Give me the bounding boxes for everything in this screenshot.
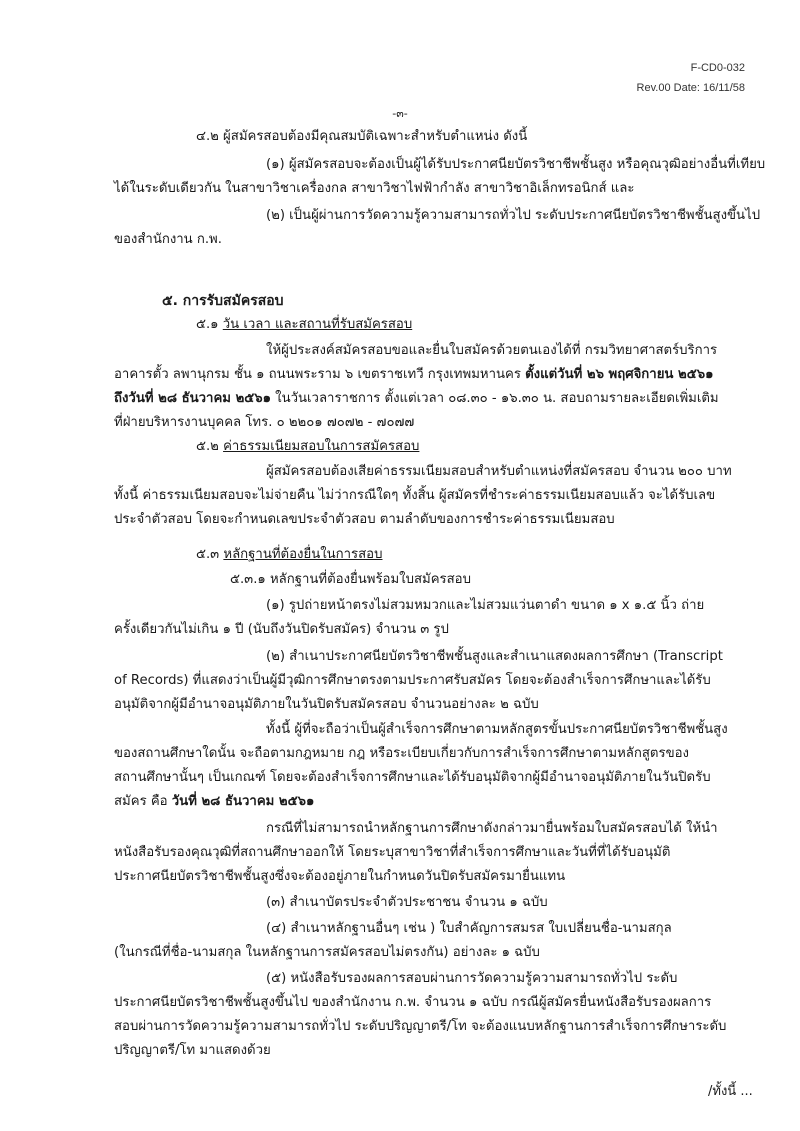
- doc-item-5: (๕) หนังสือรับรองผลการสอบผ่านการวัดความรู้ความสามารถทั่วไป ระดับ: [266, 971, 678, 986]
- s5-1-line-3: [114, 390, 719, 408]
- doc-item-4: (๔) สำเนาหลักฐานอื่นๆ เช่น ) ใบสำคัญการสมรส ใบเปลี่ยนชื่อ-นามสกุล: [266, 921, 672, 936]
- s5-1-contact: ที่ฝ่ายบริหารงานบุคคล โทร. ๐ ๒๒๐๑ ๗๐๗๒ - ๗๐๗๗: [114, 415, 415, 430]
- s5-2-line-3: ประจำตัวสอบ โดยจะกำหนดเลขประจำตัวสอบ ตามลำดับของการชำระค่าธรรมเนียมสอบ: [114, 512, 615, 527]
- note-deadline-date: วันที่ ๒๘ ธันวาคม ๒๕๖๑: [171, 794, 315, 809]
- s5-1-address: อาคารตั้ว ลพานุกรม ชั้น ๑ ถนนพระราม ๖ เขตราชเทวี กรุงเทพมหานคร: [114, 367, 526, 382]
- doc-item-5-cont-2: สอบผ่านการวัดความรู้ความสามารถทั่วไป ระดับปริญญาตรี/โท จะต้องแนบหลักฐานการสำเร็จการศึกษาระดับ: [114, 1019, 727, 1034]
- doc-item-3: (๓) สำเนาบัตรประจำตัวประชาชน จำนวน ๑ ฉบับ: [266, 895, 548, 910]
- section-5-2-title: ค่าธรรมเนียมสอบในการสมัครสอบ: [223, 439, 420, 454]
- s5-2-line-1: ผู้สมัครสอบต้องเสียค่าธรรมเนียมสอบสำหรับตำแหน่งที่สมัครสอบ จำนวน ๒๐๐ บาท: [266, 464, 732, 479]
- s5-1-start-date: ตั้งแต่วันที่ ๒๖ พฤศจิกายน ๒๕๖๑: [525, 367, 714, 382]
- case-line-3: ประกาศนียบัตรวิชาชีพชั้นสูงซึ่งจะต้องอยู่ภายในกำหนดวันปิดรับสมัครมายื่นแทน: [114, 869, 566, 884]
- s5-1-hours: ในวันเวลาราชการ ตั้งแต่เวลา ๐๘.๓๐ - ๑๖.๓๐ น. สอบถามรายละเอียดเพิ่มเติม: [270, 391, 719, 406]
- qualification-item-2: (๒) เป็นผู้ผ่านการวัดความรู้ความสามารถทั่วไป ระดับประกาศนียบัตรวิชาชีพชั้นสูงขึ้นไป: [266, 208, 761, 223]
- note-deadline-label: สมัคร คือ: [114, 794, 172, 809]
- note-line-4: [114, 793, 314, 811]
- section-5-1-number: ๕.๑: [196, 317, 223, 332]
- doc-item-2-cont: of Records) ที่แสดงว่าเป็นผู้มีวุฒิการศึกษาตรงตามประกาศรับสมัคร โดยจะต้องสำเร็จการศึกษาและได้รับ: [114, 673, 711, 688]
- section-5-2-heading: [196, 438, 419, 456]
- section-5-heading: ๕. การรับสมัครสอบ: [162, 293, 284, 309]
- s5-1-line-1: ให้ผู้ประสงค์สมัครสอบขอและยื่นใบสมัครด้วยตนเองได้ที่ กรมวิทยาศาสตร์บริการ: [266, 343, 718, 358]
- doc-item-2: (๒) สำเนาประกาศนียบัตรวิชาชีพชั้นสูงและสำเนาแสดงผลการศึกษา (Transcript: [266, 649, 723, 664]
- s5-2-line-2: ทั้งนี้ ค่าธรรมเนียมสอบจะไม่จ่ายคืน ไม่ว่ากรณีใดๆ ทั้งสิ้น ผู้สมัครที่ชำระค่าธรรมเนียมสอบแล้ว จะได้รับเลข: [114, 488, 716, 503]
- note-line-1: ทั้งนี้ ผู้ที่จะถือว่าเป็นผู้สำเร็จการศึกษาตามหลักสูตรขั้นประกาศนียบัตรวิชาชีพชั้นสูง: [266, 722, 728, 737]
- section-5-3-heading: [196, 546, 382, 564]
- section-5-3-title: หลักฐานที่ต้องยื่นในการสอบ: [223, 547, 383, 562]
- case-line-2: หนังสือรับรองคุณวุฒิที่สถานศึกษาออกให้ โดยระบุสาขาวิชาที่สำเร็จการศึกษาและวันที่ที่ได้รับอนุมัติ: [114, 845, 671, 860]
- s5-1-end-date: ถึงวันที่ ๒๘ ธันวาคม ๒๕๖๑: [114, 391, 271, 406]
- doc-item-1: (๑) รูปถ่ายหน้าตรงไม่สวมหมวกและไม่สวมแว่นตาดำ ขนาด ๑ x ๑.๕ นิ้ว ถ่าย: [266, 598, 705, 613]
- section-5-2-number: ๕.๒: [196, 439, 224, 454]
- doc-item-4-cont: (ในกรณีที่ชื่อ-นามสกุล ในหลักฐานการสมัครสอบไม่ตรงกัน) อย่างละ ๑ ฉบับ: [114, 945, 540, 960]
- continuation-marker: /ทั้งนี้ ...: [708, 1084, 753, 1099]
- note-line-3: สถานศึกษานั้นๆ เป็นเกณฑ์ โดยจะต้องสำเร็จการศึกษาและได้รับอนุมัติจากผู้มีอำนาจอนุมัติภายในวันปิดรับ: [114, 770, 711, 785]
- section-5-3-number: ๕.๓: [196, 547, 224, 562]
- s5-1-line-2: [114, 366, 713, 384]
- note-line-2: ของสถานศึกษาใดนั้น จะถือตามกฎหมาย กฎ หรือระเบียบเกี่ยวกับการสำเร็จการศึกษาตามหลักสูตรของ: [114, 746, 689, 761]
- doc-item-5-cont-3: ปริญญาตรี/โท มาแสดงด้วย: [114, 1043, 271, 1058]
- form-code: F-CD0-032: [690, 62, 745, 74]
- doc-item-2-cont-2: อนุมัติจากผู้มีอำนาจอนุมัติภายในวันปิดรับสมัครสอบ จำนวนอย่างละ ๒ ฉบับ: [114, 697, 539, 712]
- section-5-1-heading: [196, 316, 412, 334]
- doc-item-5-cont: ประกาศนียบัตรวิชาชีพชั้นสูงขึ้นไป ของสำนักงาน ก.พ. จำนวน ๑ ฉบับ กรณีผู้สมัครยื่นหนังสือรับรองผลการ: [114, 995, 712, 1010]
- case-line-1: กรณีที่ไม่สามารถนำหลักฐานการศึกษาดังกล่าวมายื่นพร้อมใบสมัครสอบได้ ให้นำ: [266, 821, 718, 836]
- page-number: -๓-: [392, 107, 408, 120]
- section-5-3-1: ๕.๓.๑ หลักฐานที่ต้องยื่นพร้อมใบสมัครสอบ: [230, 572, 471, 587]
- qualification-item-2-cont: ของสำนักงาน ก.พ.: [114, 232, 222, 247]
- section-4-2-title: ๔.๒ ผู้สมัครสอบต้องมีคุณสมบัติเฉพาะสำหรับตำแหน่ง ดังนี้: [196, 129, 528, 144]
- section-5-1-title: วัน เวลา และสถานที่รับสมัครสอบ: [222, 317, 413, 332]
- qualification-item-1: (๑) ผู้สมัครสอบจะต้องเป็นผู้ได้รับประกาศนียบัตรวิชาชีพชั้นสูง หรือคุณวุฒิอย่างอื่นที่เทียบ: [266, 157, 766, 172]
- revision-date: Rev.00 Date: 16/11/58: [636, 82, 745, 94]
- qualification-item-1-cont: ได้ในระดับเดียวกัน ในสาขาวิชาเครื่องกล สาขาวิชาไฟฟ้ากำลัง สาขาวิชาอิเล็กทรอนิกส์ และ: [114, 181, 635, 196]
- doc-item-1-cont: ครั้งเดียวกันไม่เกิน ๑ ปี (นับถึงวันปิดรับสมัคร) จำนวน ๓ รูป: [114, 622, 449, 637]
